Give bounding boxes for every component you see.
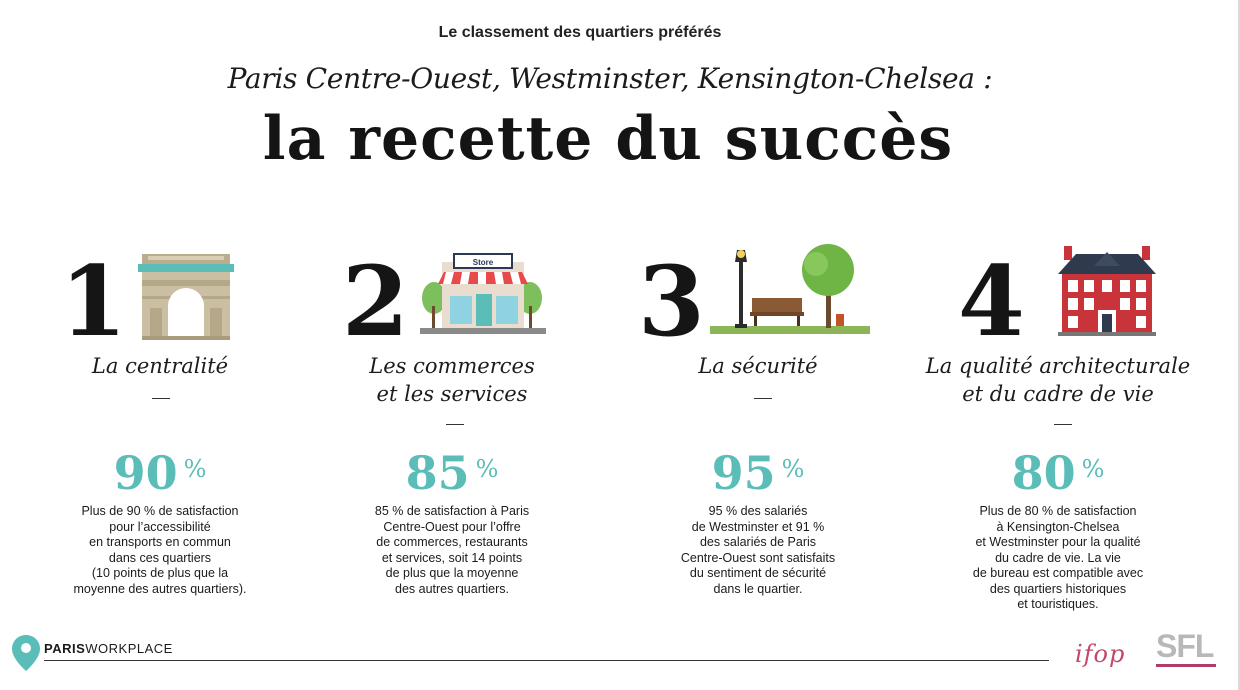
ranking-description bbox=[908, 504, 1208, 613]
divider-dash bbox=[754, 398, 772, 399]
description-line: (10 points de plus que la bbox=[91, 566, 229, 580]
description-line: du sentiment de sécurité bbox=[689, 566, 827, 580]
store-icon bbox=[420, 240, 546, 336]
percent-value: 95 bbox=[711, 446, 776, 500]
description-line: et services, soit 14 points bbox=[381, 550, 523, 565]
divider-dash bbox=[1054, 424, 1072, 425]
percent-value: 85 bbox=[405, 446, 470, 500]
brand-rest: WORKPLACE bbox=[85, 641, 173, 656]
label-line: Les commerces bbox=[369, 354, 535, 378]
divider-dash bbox=[152, 398, 170, 399]
ranking-description bbox=[10, 504, 310, 597]
paris-workplace-logo bbox=[44, 641, 173, 656]
subtitle: Paris Centre-Ouest, Westminster, Kensington-Chelsea : bbox=[227, 62, 993, 95]
kicker: Le classement des quartiers préférés bbox=[438, 24, 722, 41]
percentage bbox=[10, 446, 310, 500]
rank-number: 2 bbox=[342, 245, 409, 358]
footer-rule bbox=[44, 660, 1049, 661]
description-line: 85 % de satisfaction à Paris bbox=[374, 504, 530, 518]
sfl-logo-bar bbox=[1156, 664, 1216, 667]
description-line: des salariés de Paris bbox=[699, 535, 817, 549]
ranking-description bbox=[608, 504, 908, 597]
percentage bbox=[908, 446, 1208, 500]
store-sign: Store bbox=[472, 258, 494, 267]
description-line: moyenne des autres quartiers). bbox=[73, 581, 247, 596]
rank-number: 3 bbox=[638, 245, 705, 358]
description-line: de plus que la moyenne bbox=[385, 566, 519, 580]
description-line: Plus de 80 % de satisfaction bbox=[979, 504, 1137, 518]
description-line: dans ces quartiers bbox=[108, 550, 212, 565]
ranking-label bbox=[908, 352, 1208, 408]
description-line: 95 % des salariés bbox=[708, 504, 808, 518]
ranking-label bbox=[608, 352, 908, 380]
label-line: La sécurité bbox=[698, 354, 818, 378]
ranking-description bbox=[302, 504, 602, 597]
ifop-logo: ifop bbox=[1075, 640, 1126, 668]
description-line: Centre-Ouest sont satisfaits bbox=[680, 550, 836, 565]
description-line: Plus de 90 % de satisfaction bbox=[81, 504, 239, 518]
label-line: La centralité bbox=[91, 354, 229, 378]
percent-sign: % bbox=[183, 455, 207, 483]
description-line: de commerces, restaurants bbox=[376, 535, 528, 549]
page-title: la recette du succès bbox=[262, 104, 954, 174]
brand-bold: PARIS bbox=[44, 641, 86, 656]
park-bench-icon bbox=[708, 240, 874, 340]
percentage bbox=[302, 446, 602, 500]
map-pin-icon bbox=[12, 635, 40, 671]
percent-value: 90 bbox=[113, 446, 178, 500]
description-line: et touristiques. bbox=[1017, 597, 1099, 611]
arc-de-triomphe-icon bbox=[138, 240, 234, 340]
percent-sign: % bbox=[781, 455, 805, 483]
percentage bbox=[608, 446, 908, 500]
ranking-label bbox=[10, 352, 310, 380]
sfl-logo: SFL bbox=[1156, 628, 1214, 664]
description-line: de Westminster et 91 % bbox=[691, 519, 825, 534]
description-line: des quartiers historiques bbox=[989, 581, 1127, 596]
description-line: pour l’accessibilité bbox=[109, 519, 211, 534]
ranking-label bbox=[302, 352, 602, 408]
description-line: Centre-Ouest pour l’offre bbox=[383, 519, 521, 534]
townhouse-icon bbox=[1058, 240, 1156, 336]
description-line: du cadre de vie. La vie bbox=[995, 550, 1121, 565]
percent-sign: % bbox=[475, 455, 499, 483]
description-line: et Westminster pour la qualité bbox=[975, 535, 1141, 549]
label-line: et du cadre de vie bbox=[962, 382, 1154, 406]
description-line: des autres quartiers. bbox=[395, 581, 509, 596]
description-line: dans le quartier. bbox=[713, 581, 803, 596]
label-line: La qualité architecturale bbox=[925, 354, 1191, 378]
percent-value: 80 bbox=[1011, 446, 1076, 500]
label-line: et les services bbox=[376, 382, 528, 406]
rank-number: 4 bbox=[958, 245, 1025, 358]
rank-number: 1 bbox=[60, 245, 127, 358]
description-line: en transports en commun bbox=[89, 535, 231, 549]
percent-sign: % bbox=[1081, 455, 1105, 483]
description-line: à Kensington-Chelsea bbox=[996, 519, 1120, 534]
divider-dash bbox=[446, 424, 464, 425]
description-line: de bureau est compatible avec bbox=[972, 566, 1144, 580]
